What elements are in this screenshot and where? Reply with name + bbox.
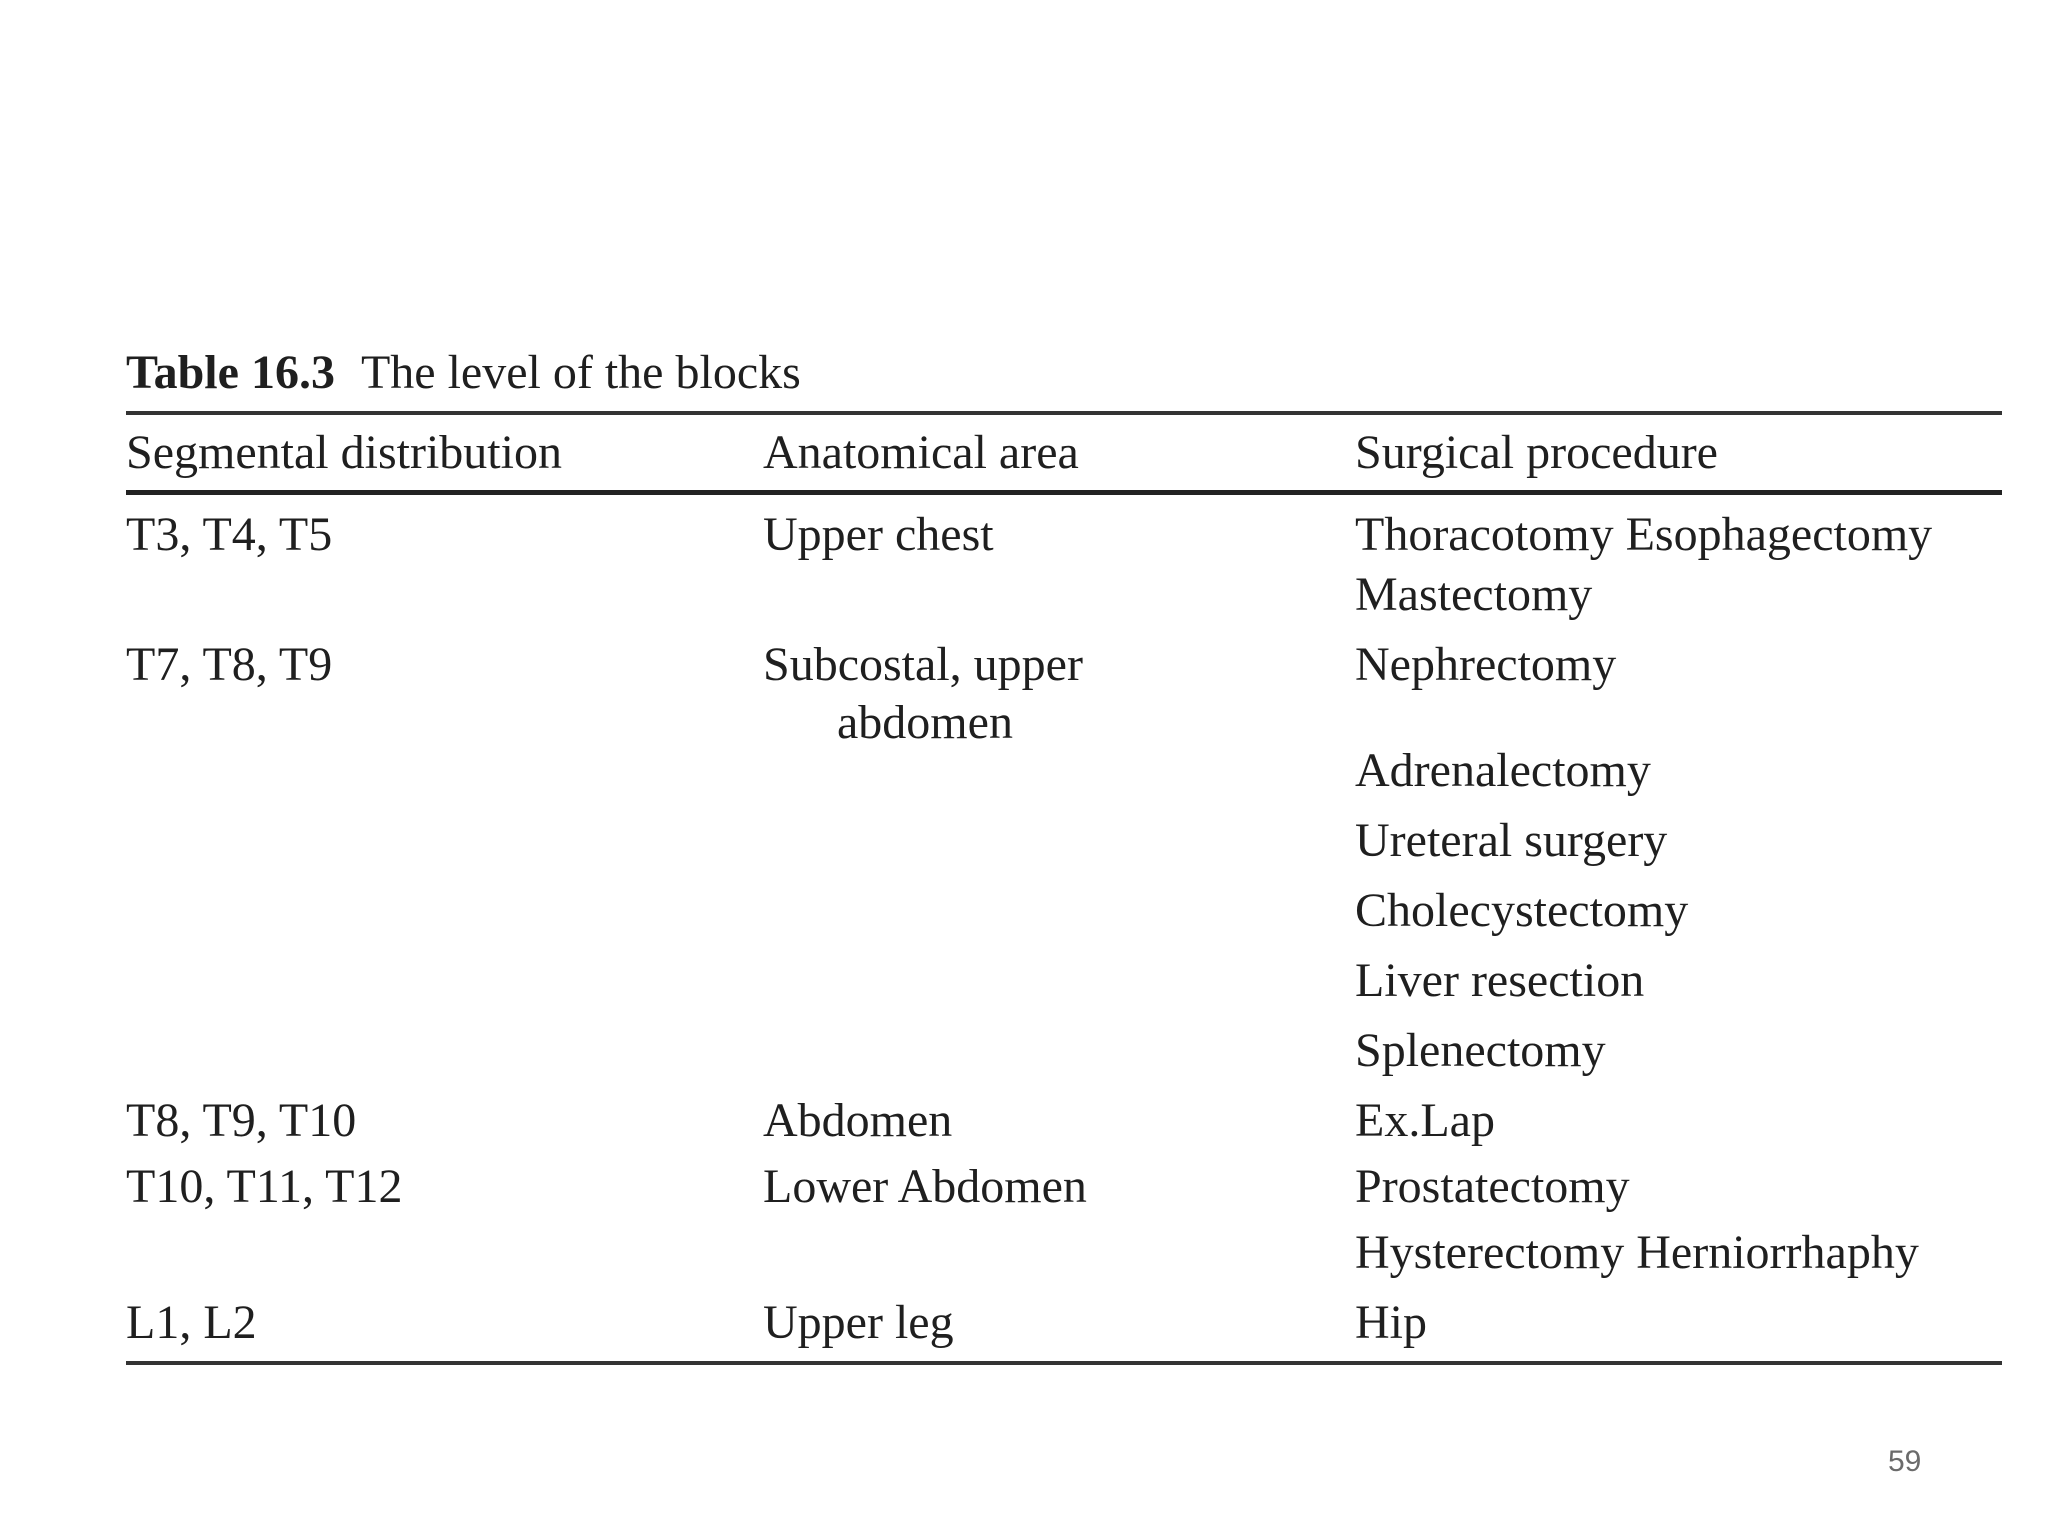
header-surgical-procedure: Surgical procedure	[1355, 426, 1718, 479]
cell-surgical-procedure: Cholecystectomy	[1355, 884, 1689, 937]
table-row	[126, 1221, 2002, 1291]
page-number: 59	[1888, 1445, 1922, 1478]
table-header-row	[126, 415, 2002, 490]
table-bottom-rule	[126, 1361, 2002, 1365]
cell-segmental-distribution: T7, T8, T9	[126, 638, 333, 691]
table-row	[126, 1089, 2002, 1155]
table-row	[126, 949, 2002, 1019]
cell-surgical-procedure: Liver resection	[1355, 954, 1645, 1007]
cell-anatomical-area-line1: Upper leg	[763, 1296, 954, 1349]
cell-anatomical-area-line1: Subcostal, upper	[763, 638, 1083, 691]
cell-anatomical-area	[763, 1093, 952, 1149]
cell-surgical-procedure: Hip	[1355, 1296, 1427, 1349]
table-body	[126, 495, 2002, 1361]
table-row	[126, 809, 2002, 879]
table-row	[126, 879, 2002, 949]
cell-anatomical-area-line2: abdomen	[837, 696, 1013, 749]
cell-surgical-procedure: Thoracotomy Esophagectomy	[1355, 508, 1933, 561]
table-row	[126, 633, 2002, 749]
header-segmental-distribution: Segmental distribution	[126, 426, 562, 479]
header-anatomical-area: Anatomical area	[763, 426, 1079, 479]
block-level-table	[126, 345, 2002, 1365]
cell-surgical-procedure: Splenectomy	[1355, 1024, 1606, 1077]
cell-anatomical-area	[763, 1295, 954, 1351]
cell-anatomical-area	[763, 507, 994, 563]
cell-anatomical-area-line1: Abdomen	[763, 1094, 953, 1147]
table-row	[126, 739, 2002, 809]
cell-surgical-procedure: Mastectomy	[1355, 568, 1593, 621]
cell-surgical-procedure: Ex.Lap	[1355, 1094, 1495, 1147]
cell-anatomical-area-line1: Lower Abdomen	[763, 1160, 1087, 1213]
cell-segmental-distribution: L1, L2	[126, 1296, 257, 1349]
cell-surgical-procedure: Hysterectomy Herniorrhaphy	[1355, 1226, 1919, 1279]
table-row	[126, 495, 2002, 563]
cell-surgical-procedure: Ureteral surgery	[1355, 814, 1668, 867]
cell-surgical-procedure: Prostatectomy	[1355, 1160, 1630, 1213]
table-row	[126, 1019, 2002, 1089]
table-row	[126, 563, 2002, 633]
cell-surgical-procedure: Nephrectomy	[1355, 638, 1617, 691]
cell-segmental-distribution: T10, T11, T12	[126, 1160, 403, 1213]
cell-anatomical-area	[763, 637, 1083, 753]
table-row	[126, 1155, 2002, 1221]
cell-anatomical-area	[763, 1159, 1087, 1215]
table-row	[126, 1291, 2002, 1361]
table-caption-text: The level of the blocks	[360, 346, 801, 399]
cell-anatomical-area-line1: Upper chest	[763, 508, 994, 561]
table-caption	[126, 345, 2002, 401]
cell-surgical-procedure: Adrenalectomy	[1355, 744, 1651, 797]
cell-segmental-distribution: T3, T4, T5	[126, 508, 333, 561]
table-caption-label: Table 16.3	[126, 346, 335, 399]
cell-segmental-distribution: T8, T9, T10	[126, 1094, 357, 1147]
